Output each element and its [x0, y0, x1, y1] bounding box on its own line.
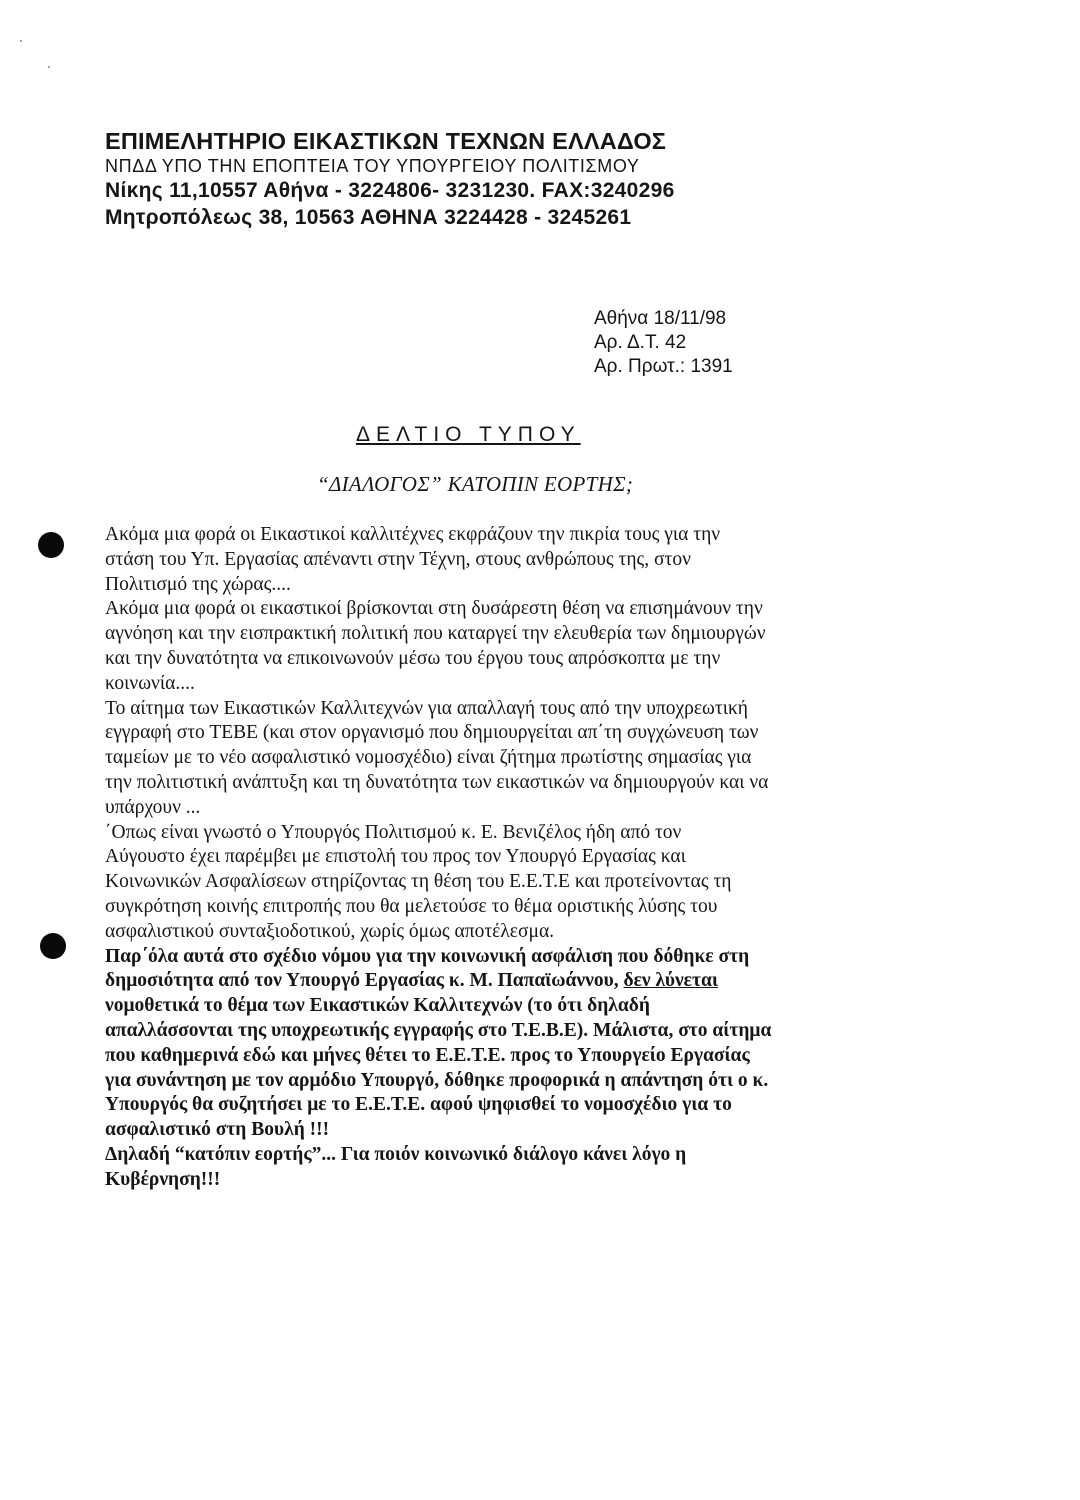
bold-line: για συνάντηση με τον αρμόδιο Υπουργό, δόθηκε προφορικά η απάντηση ότι ο κ. — [105, 1069, 769, 1091]
bold-paragraph — [105, 945, 845, 1193]
letterhead — [105, 127, 805, 231]
press-release-body — [105, 523, 845, 1193]
punch-hole-bottom — [40, 933, 66, 959]
body-line: Κοινωνικών Ασφαλίσεων στηρίζοντας τη θέση του Ε.Ε.Τ.Ε και προτείνοντας τη — [105, 871, 732, 893]
bold-line — [105, 969, 845, 994]
body-line: αγνόηση και την εισπρακτική πολιτική που καταργεί την ελευθερία των δημιουργών — [105, 623, 766, 645]
document-date: Αθήνα 18/11/98 — [594, 308, 727, 329]
body-line: ΄Οπως είναι γνωστό ο Υπουργός Πολιτισμού κ. Ε. Βενιζέλος ήδη από τον — [105, 821, 682, 843]
page-title: ΔΕΛΤΙΟ ΤΥΠΟΥ — [356, 423, 581, 446]
address-line-1: Νίκης 11,10557 Αθήνα - 3224806- 3231230. FAX:3240296 — [105, 179, 675, 202]
body-line: ασφαλιστικού συνταξιοδοτικού, χωρίς όμως αποτέλεσμα. — [105, 920, 555, 942]
body-line: Πολιτισμό της χώρας.... — [105, 573, 291, 595]
body-line: Ακόμα μια φορά οι εικαστικοί βρίσκονται στη δυσάρεστη θέση να επισημάνουν την — [105, 598, 763, 620]
scan-speck — [48, 66, 50, 68]
body-line: συγκρότηση κοινής επιτροπής που θα μελετούσε το θέμα οριστικής λύσης του — [105, 895, 718, 917]
body-line: Ακόμα μια φορά οι Εικαστικοί καλλιτέχνες εκφράζουν την πικρία τους για την — [105, 524, 721, 545]
body-line: κοινωνία.... — [105, 672, 195, 694]
underlined-emphasis: δεν λύνεται — [623, 970, 718, 992]
bold-line: Υπουργός θα συζητήσει με το Ε.Ε.Τ.Ε. αφού ψηφισθεί το νομοσχέδιο για το — [105, 1094, 732, 1116]
bold-line: νομοθετικά το θέμα των Εικαστικών Καλλιτεχνών (το ότι δηλαδή — [105, 995, 650, 1017]
page-subtitle: “ΔΙΑΛΟΓΟΣ” ΚΑΤΟΠΙΝ ΕΟΡΤΗΣ; — [317, 472, 634, 496]
body-line: ταμείων με το νέο ασφαλιστικό νομοσχέδιο) είναι ζήτημα πρωτίστης σημασίας για — [105, 747, 752, 769]
punch-hole-top — [38, 532, 64, 558]
scan-speck — [20, 40, 22, 42]
bold-line: που καθημερινά εδώ και μήνες θέτει το Ε.Ε.Τ.Ε. προς το Υπουργείο Εργασίας — [105, 1044, 750, 1066]
body-line: υπάρχουν ... — [105, 796, 201, 818]
document-meta — [594, 307, 733, 379]
bold-line: Παρ΄όλα αυτά στο σχέδιο νόμου για την κοινωνική ασφάλιση που δόθηκε στη — [105, 945, 750, 967]
address-line-2: Μητροπόλεως 38, 10563 ΑΘΗΝΑ 3224428 - 3245261 — [105, 206, 632, 229]
body-line: και την δυνατότητα να επικοινωνούν μέσω του έργου τους απρόσκοπτα με την — [105, 647, 721, 669]
document-ref-number: Αρ. Δ.Τ. 42 — [594, 332, 687, 353]
bold-line-text: δημοσιότητα από τον Υπουργό Εργασίας κ. Μ. Παπαϊωάννου, — [105, 970, 624, 992]
regular-paragraphs — [105, 523, 845, 945]
body-line: Αύγουστο έχει παρέμβει με επιστολή του προς τον Υπουργό Εργασίας και — [105, 846, 686, 868]
bold-line: Κυβέρνηση!!! — [105, 1168, 221, 1190]
bold-line: ασφαλιστικό στη Βουλή !!! — [105, 1119, 330, 1141]
body-line: εγγραφή στο ΤΕΒΕ (και στον οργανισμό που δημιουργείται απ΄τη συγχώνευση των — [105, 722, 759, 744]
bold-line: απαλλάσσονται της υποχρεωτικής εγγραφής στο Τ.Ε.Β.Ε). Μάλιστα, στο αίτημα — [105, 1019, 772, 1041]
body-line: την πολιτιστική ανάπτυξη και τη δυνατότητα των εικαστικών να δημιουργούν και να — [105, 771, 769, 793]
body-line: στάση του Υπ. Εργασίας απέναντι στην Τέχνη, στους ανθρώπους της, στον — [105, 548, 691, 570]
org-subtitle: ΝΠΔΔ ΥΠΟ ΤΗΝ ΕΠΟΠΤΕΙΑ ΤΟΥ ΥΠΟΥΡΓΕΙΟΥ ΠΟΛΙΤΙΣΜΟΥ — [105, 156, 640, 176]
body-line: Το αίτημα των Εικαστικών Καλλιτεχνών για απαλλαγή τους από την υποχρεωτική — [105, 697, 748, 719]
protocol-number: Αρ. Πρωτ.: 1391 — [594, 356, 733, 377]
org-name: ΕΠΙΜΕΛΗΤΗΡΙΟ ΕΙΚΑΣΤΙΚΩΝ ΤΕΧΝΩΝ ΕΛΛΑΔΟΣ — [105, 128, 667, 154]
bold-line: Δηλαδή “κατόπιν εορτής”... Για ποιόν κοινωνικό διάλογο κάνει λόγο η — [105, 1143, 687, 1165]
